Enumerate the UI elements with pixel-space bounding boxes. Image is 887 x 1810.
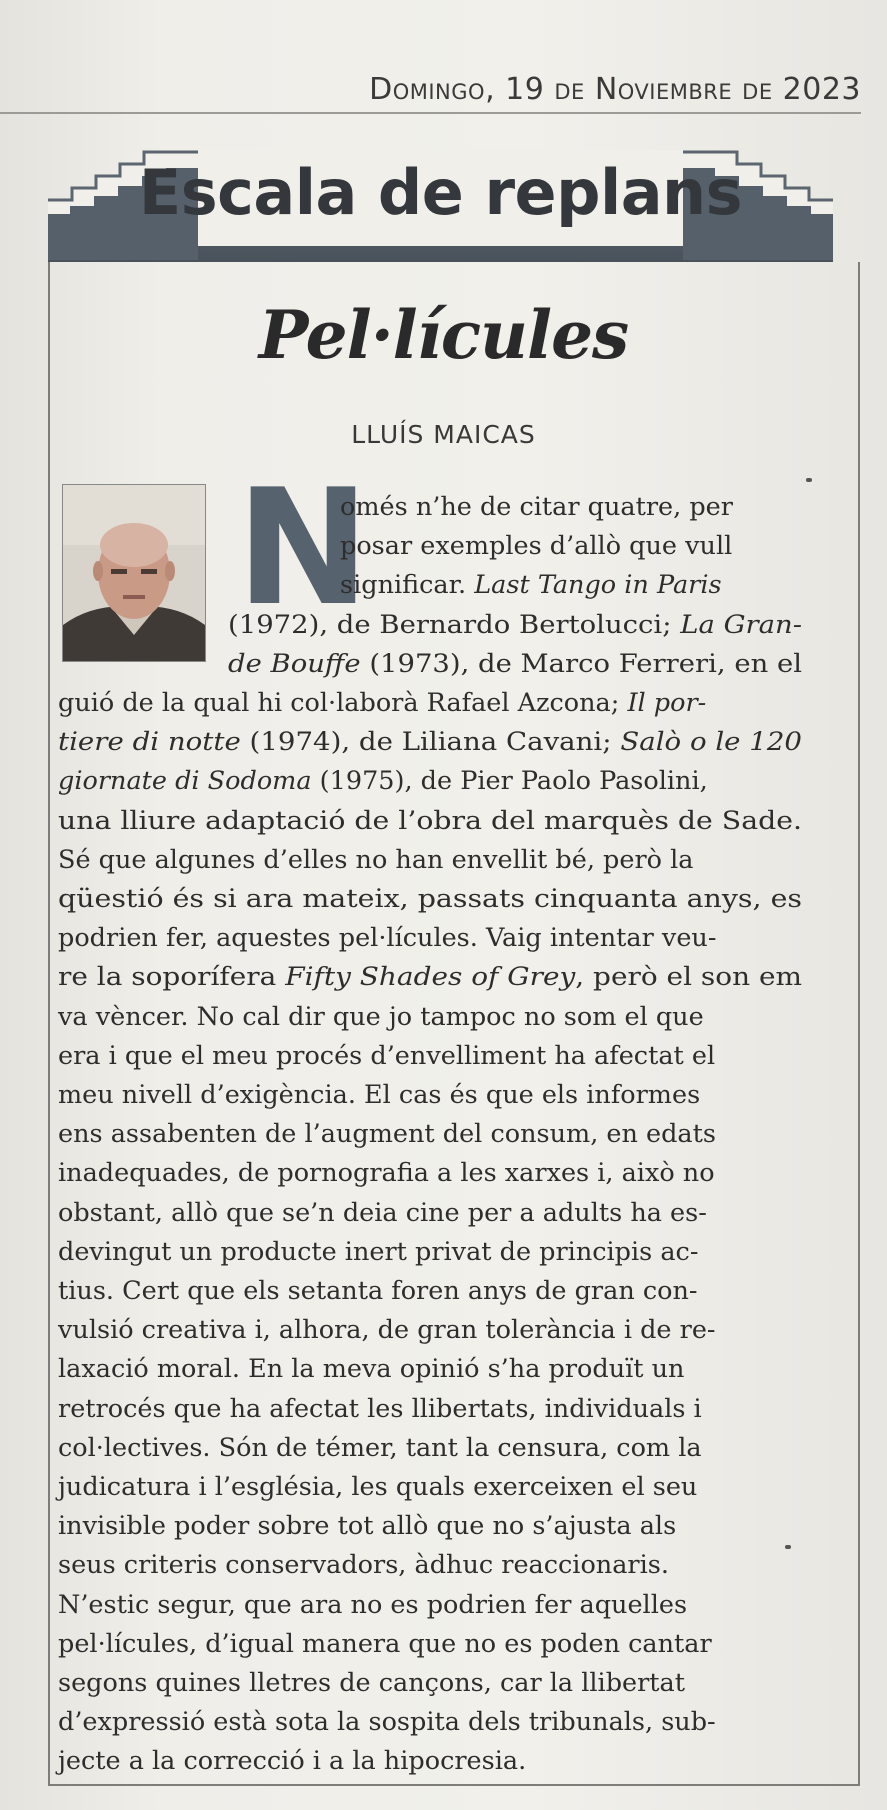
author-portrait-icon: [63, 485, 205, 661]
body-text: tius. Cert que els setanta foren anys de gran con-: [58, 1276, 698, 1306]
body-text: , però el son em: [575, 962, 802, 993]
section-title: Escala de replans: [138, 156, 743, 229]
header-rule: [0, 112, 861, 114]
body-line: [58, 962, 802, 992]
body-line: [58, 1119, 716, 1149]
body-text: ens assabenten de l’augment del consum, en edats: [58, 1119, 716, 1150]
body-line: [228, 610, 802, 640]
author-photo: [62, 484, 206, 662]
body-line: [58, 727, 802, 757]
body-text: Sé que algunes d’elles no han envellit bé, però la: [58, 844, 694, 875]
print-speck: [806, 478, 812, 482]
body-line: [58, 884, 802, 914]
body-line: [58, 1433, 702, 1463]
article-headline: Pel·lícules: [258, 296, 629, 374]
body-line: [58, 1511, 676, 1541]
body-line: [58, 1158, 715, 1188]
body-text: inadequades, de pornografia a les xarxes i, això no: [58, 1158, 715, 1189]
body-text: guió de la qual hi col·laborà Rafael Azcona;: [58, 688, 628, 718]
body-text: (1975), de Pier Paolo Pasolini,: [311, 766, 708, 797]
body-text: jecte a la correcció i a la hipocresia.: [58, 1746, 527, 1777]
body-line: [58, 1354, 684, 1384]
body-text: qüestió és si ara mateix, passats cinquanta anys, es: [58, 884, 802, 914]
publication-date: Domingo, 19 de Noviembre de 2023: [369, 72, 861, 107]
body-line: [58, 1041, 715, 1071]
body-text: va vèncer. No cal dir que jo tampoc no som el que: [58, 1001, 704, 1032]
body-line: [340, 570, 722, 600]
body-text: (1973), de Marco Ferreri, en el: [360, 648, 802, 679]
body-text: invisible poder sobre tot allò que no s’ajusta als: [58, 1511, 677, 1542]
body-line: [228, 649, 802, 679]
body-text: obstant, allò que se’n deia cine per a adults ha es-: [58, 1197, 707, 1228]
body-text: pel·lícules, d’igual manera que no es poden cantar: [58, 1628, 712, 1659]
article-author: LLUÍS MAICAS: [351, 420, 536, 449]
body-text: (1972), de Bernardo Bertolucci;: [228, 609, 681, 640]
body-text: (1974), de Liliana Cavani;: [240, 727, 621, 758]
body-line: [58, 1394, 702, 1424]
body-text: d’expressió està sota la sospita dels tribunals, sub-: [58, 1707, 716, 1738]
body-line: [58, 1707, 716, 1737]
body-text: meu nivell d’exigència. El cas és que els informes: [58, 1080, 701, 1110]
body-text: retrocés que ha afectat les llibertats, individuals i: [58, 1393, 702, 1424]
body-line: [58, 845, 693, 875]
body-line: [58, 1276, 698, 1306]
body-text: seus criteris conservadors, àdhuc reaccionaris.: [58, 1550, 669, 1581]
body-line: [58, 1590, 687, 1620]
section-banner: [48, 150, 833, 276]
body-line: [58, 1472, 697, 1502]
body-text: devingut un producte inert privat de principis ac-: [58, 1236, 699, 1267]
body-line: [58, 1629, 712, 1659]
body-text: omés n’he de citar quatre, per: [340, 492, 733, 522]
print-speck: [785, 1545, 791, 1549]
body-line: [58, 1746, 526, 1776]
italic-title: Last Tango in Paris: [474, 570, 722, 601]
body-text: podrien fer, aquestes pel·lícules. Vaig intentar veu-: [58, 923, 717, 954]
body-line: [58, 806, 802, 836]
body-line: [58, 1080, 700, 1110]
italic-title: La Gran-: [680, 609, 802, 640]
body-text: vulsió creativa i, alhora, de gran tolerància i de re-: [58, 1315, 716, 1346]
body-text: significar.: [340, 570, 475, 601]
body-text: una lliure adaptació de l’obra del marquès de Sade.: [58, 805, 802, 836]
body-line: [58, 923, 716, 953]
body-line: [58, 1198, 707, 1228]
drop-cap: N: [236, 454, 370, 641]
body-text: segons quines lletres de cançons, car la llibertat: [58, 1668, 685, 1698]
italic-title: tiere di notte: [58, 727, 241, 758]
body-line: [58, 1237, 698, 1267]
body-line: [58, 1002, 704, 1032]
body-text: re la soporífera: [58, 962, 286, 993]
italic-title: Fifty Shades of Grey: [285, 962, 576, 993]
italic-title: de Bouffe: [228, 648, 361, 679]
italic-title: Il por-: [627, 688, 707, 718]
body-line: [58, 1550, 669, 1580]
body-line: [58, 688, 706, 718]
body-text: era i que el meu procés d’envelliment ha afectat el: [58, 1040, 716, 1071]
body-line: [58, 766, 708, 796]
body-text: N’estic segur, que ara no es podrien fer aquelles: [58, 1589, 688, 1620]
body-line: [340, 492, 733, 522]
italic-title: Salò o le 120: [620, 727, 802, 758]
body-text: posar exemples d’allò que vull: [340, 531, 733, 562]
body-text: judicatura i l’església, les quals exerceixen el seu: [58, 1472, 698, 1502]
body-line: [58, 1315, 716, 1345]
body-text: laxació moral. En la meva opinió s’ha produït un: [58, 1354, 685, 1385]
body-line: [340, 531, 732, 561]
body-line: [58, 1668, 685, 1698]
italic-title: giornate di Sodoma: [58, 766, 312, 797]
body-text: col·lectives. Són de témer, tant la censura, com la: [58, 1432, 702, 1463]
